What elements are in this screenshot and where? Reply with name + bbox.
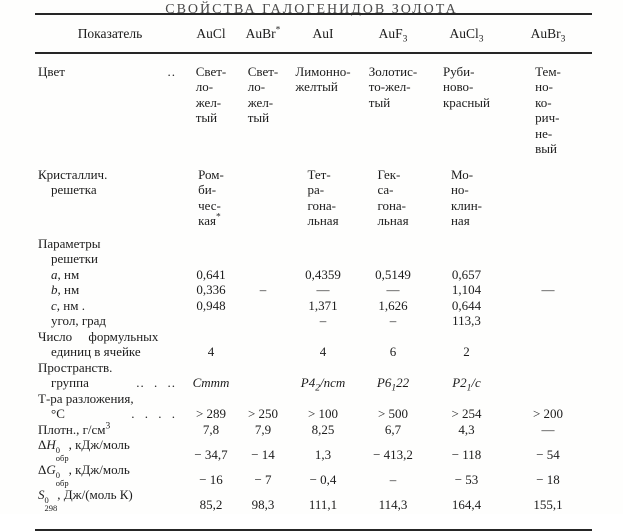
label-text: решетка [51, 182, 97, 197]
cell-crystal-lattice-col4 [357, 167, 429, 236]
cell-decomposition-temp-col5: > 254 [451, 406, 482, 421]
cell-space-group-col5: $P2_1/c$ [452, 375, 481, 394]
cell-density-col3: 8,25 [311, 421, 335, 437]
row-label-line [38, 182, 185, 198]
gold-halides-properties-table [35, 13, 592, 531]
cell-lattice-params-header-col1 [185, 236, 237, 267]
column-header-compound-4: AuF$_3$ [357, 14, 429, 53]
table-row-gibbs-energy [35, 462, 592, 487]
row-label-line [38, 282, 185, 298]
cell-gibbs-energy-col5: − 53 [454, 471, 479, 487]
label-text: Параметры [38, 235, 101, 251]
cell-enthalpy-formation-col3: 1,3 [314, 446, 332, 462]
dot-leader: . . . . [131, 406, 176, 421]
cell-param-c-col5: 0,644 [451, 297, 482, 313]
cell-color-col2 [237, 53, 289, 167]
row-label-line [38, 406, 185, 422]
table-row-param-c [35, 298, 592, 314]
cell-enthalpy-formation-col2: − 14 [251, 446, 275, 462]
multiline-value: Тем- но- ко- рич- не- вый [535, 63, 561, 156]
table-row-density [35, 422, 592, 438]
cell-param-angle-col5: 113,3 [452, 313, 481, 328]
stacked-sup-sub: 0 обр [55, 445, 69, 463]
cell-space-group-col2 [237, 360, 289, 391]
multiline-value: Гек- са- гона- льная [377, 166, 409, 228]
table-row-decomposition-temp [35, 391, 592, 422]
cell-formula-units-col5: 2 [463, 344, 470, 359]
label-text: Плотн., $г/см^3$ [38, 421, 111, 437]
cell-crystal-lattice-col5 [429, 167, 504, 236]
cell-param-b-col2: – [259, 282, 267, 297]
row-label-space-group [35, 360, 185, 391]
cell-space-group-col3: $P4_2$/ncm [300, 375, 346, 394]
cell-decomposition-temp-col2: > 250 [247, 406, 279, 421]
cell-param-c-col3: 1,371 [308, 297, 338, 313]
table-row-color [35, 53, 592, 167]
cell-entropy-col5: 164,4 [451, 496, 482, 512]
table-row-entropy [35, 487, 592, 530]
cell-param-c-col1: 0,948 [196, 297, 226, 313]
cell-space-group-col4: $P6_122$ [376, 375, 410, 394]
cell-entropy-col2: 98,3 [251, 496, 275, 512]
cell-lattice-params-header-col6 [504, 236, 592, 267]
table-row-param-a [35, 267, 592, 283]
row-label-formula-units [35, 329, 185, 360]
row-label-param-angle [35, 313, 185, 329]
cell-decomposition-temp-col1: > 289 [195, 406, 227, 421]
cell-enthalpy-formation-col4: − 413,2 [373, 446, 413, 462]
table-header [35, 14, 592, 53]
column-header-compound-2: AuBr* [237, 14, 289, 53]
cell-density-col5: 4,3 [458, 421, 475, 437]
label-text: °С [51, 406, 65, 421]
row-label-line [38, 313, 185, 329]
cell-gibbs-energy-col1: − 16 [199, 471, 223, 487]
clipped-caption-text: СВОЙСТВА ГАЛОГЕНИДОВ ЗОЛОТА [165, 2, 458, 17]
label-text: S 0 298 , Дж/(моль К) [38, 487, 133, 513]
row-label-param-a [35, 267, 185, 283]
row-label-lattice-params-header [35, 236, 185, 267]
multiline-value: Руби- ново- красный [442, 63, 490, 110]
row-label-gibbs-energy [35, 462, 185, 487]
cell-formula-units-col6 [504, 329, 592, 360]
row-label-param-b [35, 282, 185, 298]
cell-param-c-col2 [237, 298, 289, 314]
row-label-crystal-lattice [35, 167, 185, 236]
label-text: ΔH 0 обр , кДж/моль [38, 437, 130, 463]
multiline-value: Свет- ло- жел- тый [195, 63, 227, 125]
stacked-sup-sub: 0 298 [44, 495, 58, 513]
column-header-compound-5: AuCl$_3$ [429, 14, 504, 53]
cell-param-b-col1: 0,336 [196, 282, 226, 297]
row-label-line [38, 298, 185, 314]
multiline-value: Свет- ло- жел- тый [247, 63, 279, 125]
table-row-enthalpy-formation [35, 437, 592, 462]
row-label-line [38, 487, 185, 512]
cell-color-col4 [357, 53, 429, 167]
cell-param-b-col4: — [386, 282, 400, 297]
label-text: группа [51, 375, 89, 390]
cell-density-col6: — [541, 421, 555, 437]
multiline-value: Мо- но- клин- ная [450, 166, 483, 228]
multiline-value: Лимонно- желтый [295, 63, 351, 94]
table-row-space-group [35, 360, 592, 391]
row-label-color [35, 53, 185, 167]
table-row-param-angle [35, 313, 592, 329]
cell-param-angle-col1 [185, 313, 237, 329]
row-label-density [35, 422, 185, 438]
cell-enthalpy-formation-col1: − 34,7 [194, 446, 228, 462]
cell-entropy-col3: 111,1 [308, 496, 338, 512]
row-label-line [38, 462, 185, 487]
cell-crystal-lattice-col1 [185, 167, 237, 236]
cell-decomposition-temp-col4: > 500 [377, 406, 409, 421]
row-label-line [38, 375, 185, 391]
cell-param-angle-col3: – [319, 313, 327, 328]
row-label-param-c [35, 298, 185, 314]
row-label-line [38, 344, 185, 360]
cell-space-group-col1: Cmmm [192, 375, 230, 390]
cell-entropy-col1: 85,2 [199, 496, 223, 512]
row-label-line [38, 437, 185, 462]
multiline-value: Золотис- то-жел- тый [368, 63, 418, 110]
cell-param-b-col5: 1,104 [451, 282, 482, 297]
table-row-crystal-lattice [35, 167, 592, 236]
cell-lattice-params-header-col3 [289, 236, 357, 267]
table-row-param-b [35, 282, 592, 298]
row-label-line [38, 167, 185, 183]
cell-entropy-col6: 155,1 [533, 496, 563, 512]
table-body [35, 53, 592, 531]
row-label-line [38, 329, 185, 345]
cell-gibbs-energy-col2: − 7 [254, 471, 272, 487]
cell-decomposition-temp-col6: > 200 [532, 406, 564, 421]
cell-space-group-col6 [504, 360, 592, 391]
cell-lattice-params-header-col2 [237, 236, 289, 267]
dot-leader: .. [167, 63, 176, 79]
cell-param-b-col6: — [541, 282, 555, 297]
cell-param-c-col4: 1,626 [378, 297, 408, 313]
cell-param-angle-col4: – [389, 313, 397, 328]
cell-density-col4: 6,7 [384, 421, 402, 437]
label-text: Число формульных [38, 328, 159, 344]
column-header-compound-1: AuCl [185, 14, 237, 53]
cell-param-b-col3: — [316, 282, 330, 297]
cell-param-a-col4: 0,5149 [375, 266, 411, 282]
cell-enthalpy-formation-col6: − 54 [536, 446, 560, 462]
cell-gibbs-energy-col4: – [389, 471, 397, 487]
cell-formula-units-col3: 4 [319, 344, 327, 359]
row-label-line [38, 360, 185, 376]
cell-param-a-col1: 0,641 [196, 266, 226, 282]
cell-gibbs-energy-col6: − 18 [536, 471, 560, 487]
label-text: ΔG 0 обр , кДж/моль [38, 462, 130, 488]
label-text: решетки [51, 251, 99, 266]
cell-color-col1 [185, 53, 237, 167]
cell-entropy-col4: 114,3 [378, 496, 408, 512]
cell-crystal-lattice-col6 [504, 167, 592, 236]
header-row [35, 14, 592, 53]
dot-leader: .. . .. [136, 375, 176, 390]
cell-enthalpy-formation-col5: − 118 [451, 446, 482, 462]
cell-param-c-col6 [504, 298, 592, 314]
row-label-line [38, 422, 185, 438]
label-text: b, нм [51, 282, 80, 297]
cell-lattice-params-header-col5 [429, 236, 504, 267]
cell-param-a-col5: 0,657 [451, 266, 482, 282]
row-label-line [38, 236, 185, 252]
cell-gibbs-energy-col3: − 0,4 [309, 471, 337, 487]
label-text: a, нм [51, 266, 80, 282]
cell-param-a-col6 [504, 267, 592, 283]
cell-crystal-lattice-col2 [237, 167, 289, 236]
cell-color-col3 [289, 53, 357, 167]
column-header-pokazatel: Показатель [35, 14, 185, 53]
label-text: Кристаллич. [38, 166, 108, 182]
cell-color-col5 [429, 53, 504, 167]
row-label-line [38, 251, 185, 267]
row-label-decomposition-temp [35, 391, 185, 422]
row-label-line [38, 64, 185, 80]
cell-param-a-col3: 0,4359 [305, 266, 341, 282]
row-label-entropy [35, 487, 185, 530]
multiline-value: Тет- ра- гона- льная [307, 166, 339, 228]
multiline-value: Ром- би- чес- кая* [198, 166, 224, 228]
clipped-table-caption [0, 0, 623, 17]
label-text: c, нм . [51, 297, 85, 313]
cell-formula-units-col1: 4 [207, 344, 215, 359]
label-text: Т-ра разложения, [38, 390, 134, 406]
row-label-line [38, 391, 185, 407]
label-text: угол, град [51, 313, 107, 328]
label-text: единиц в ячейке [51, 344, 141, 359]
label-text: Цвет [38, 63, 65, 79]
cell-density-col2: 7,9 [254, 421, 272, 437]
cell-color-col6 [504, 53, 592, 167]
cell-density-col1: 7,8 [202, 421, 220, 437]
table-row-formula-units [35, 329, 592, 360]
column-header-compound-6: AuBr$_3$ [504, 14, 592, 53]
table-row-lattice-params-header [35, 236, 592, 267]
cell-crystal-lattice-col3 [289, 167, 357, 236]
stacked-sup-sub: 0 обр [55, 470, 69, 488]
cell-param-angle-col2 [237, 313, 289, 329]
cell-formula-units-col2 [237, 329, 289, 360]
cell-param-angle-col6 [504, 313, 592, 329]
column-header-compound-3: AuI [289, 14, 357, 53]
cell-formula-units-col4: 6 [389, 344, 397, 359]
row-label-line [38, 267, 185, 283]
cell-decomposition-temp-col3: > 100 [307, 406, 339, 421]
cell-param-a-col2 [237, 267, 289, 283]
cell-lattice-params-header-col4 [357, 236, 429, 267]
row-label-enthalpy-formation [35, 437, 185, 462]
label-text: Пространств. [38, 359, 113, 375]
